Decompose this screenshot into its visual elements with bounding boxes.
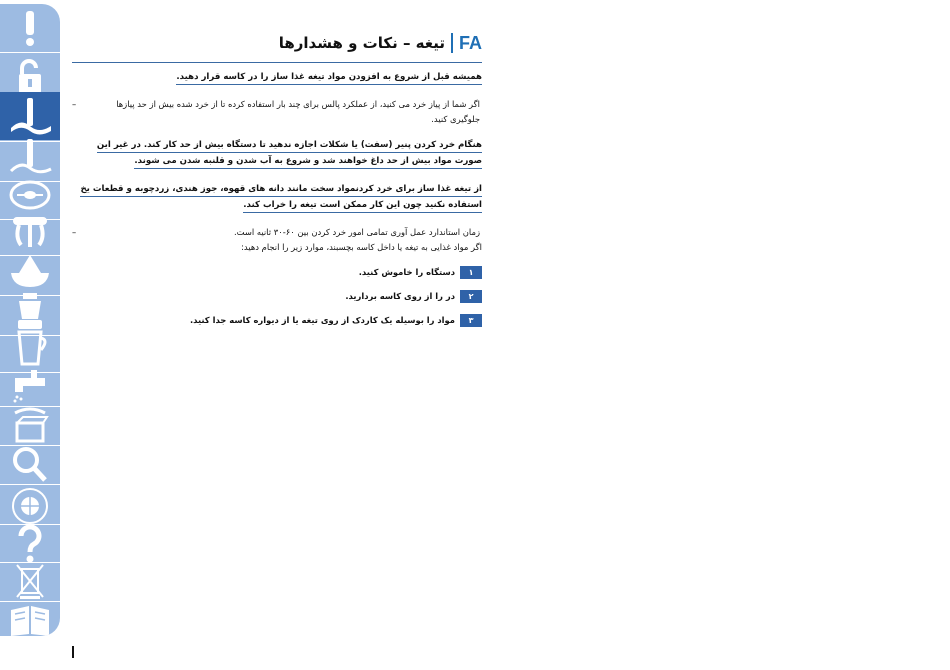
warning-text: هنگام خرد کردن پنیر (سفت) یا شکلات اجازه ندهید تا دستگاه بیش از حد کار کند. در غیر این صورت مواد بیش از حد داغ خواهند شد و شروع به آب شدن و قلنبه شدن می شوند. — [97, 140, 482, 169]
citrus-press-icon — [7, 251, 53, 291]
tip-item — [72, 225, 482, 240]
kneading-hooks-icon — [7, 211, 53, 251]
step-number: ۲ — [460, 290, 482, 303]
tip-item — [72, 97, 482, 127]
warning-text: همیشه قبل از شروع به افزودن مواد تیغه غذا ساز را در کاسه قرار دهید. — [176, 72, 482, 85]
header-rule — [72, 62, 482, 63]
instructions-intro: اگر مواد غذایی به تیغه یا داخل کاسه بچسبند، موارد زیر را انجام دهید: — [241, 242, 482, 252]
step-text: دستگاه را خاموش کنید. — [358, 267, 455, 277]
tab-troubleshooting[interactable] — [0, 440, 60, 488]
tip-text: اگر شما از پیاز خرد می کنید، از عملکرد پالس برای چند بار استفاده کرده تا از خرد شده بیش از حد پیازها جلوگیری کنید. — [116, 99, 480, 124]
warning-note — [72, 137, 482, 169]
unlocked-padlock-icon — [7, 57, 53, 97]
tab-important[interactable] — [0, 4, 60, 52]
crossed-bin-icon — [7, 561, 53, 601]
step-item — [72, 313, 482, 327]
exclamation-icon — [7, 8, 53, 48]
page-marker — [72, 646, 74, 658]
step-number: ۱ — [460, 266, 482, 279]
page-header — [72, 28, 482, 58]
page-content — [72, 28, 482, 337]
magnifier-icon — [7, 444, 53, 484]
step-item — [72, 289, 482, 303]
storage-box-icon — [7, 405, 53, 445]
tab-manual[interactable] — [0, 596, 60, 636]
warning-note — [72, 181, 482, 213]
tip-text: زمان استاندارد عمل آوری تمامی امور خرد کردن بین ۶۰-۳۰ ثانیه است. — [233, 227, 480, 237]
language-code: FA — [458, 32, 482, 53]
step-number: ۳ — [460, 314, 482, 327]
section-tab-strip — [0, 4, 60, 636]
dash-marker: – — [72, 227, 77, 237]
step-item — [72, 265, 482, 279]
tap-cleaning-icon — [7, 364, 53, 404]
chopping-blade-icon — [7, 96, 53, 136]
dash-marker: – — [72, 99, 77, 109]
title-divider — [451, 33, 453, 53]
step-text: در را از روی کاسه بردارید. — [345, 291, 455, 301]
book-icon — [7, 600, 53, 636]
warning-text: از تیغه غذا ساز برای خرد کردنمواد سخت مانند دانه های قهوه، جوز هندی، زردچوبه و قطعات یخ استفاده نکنید چون این کار ممکن است تیغه را خراب کند. — [80, 184, 482, 213]
step-text: مواد را بوسیله یک کاردک از روی تیغه یا از دیواره کاسه جدا کنید. — [189, 315, 455, 325]
page-title: تیغه – نکات و هشدارها — [278, 34, 445, 52]
warning-note — [72, 69, 482, 85]
